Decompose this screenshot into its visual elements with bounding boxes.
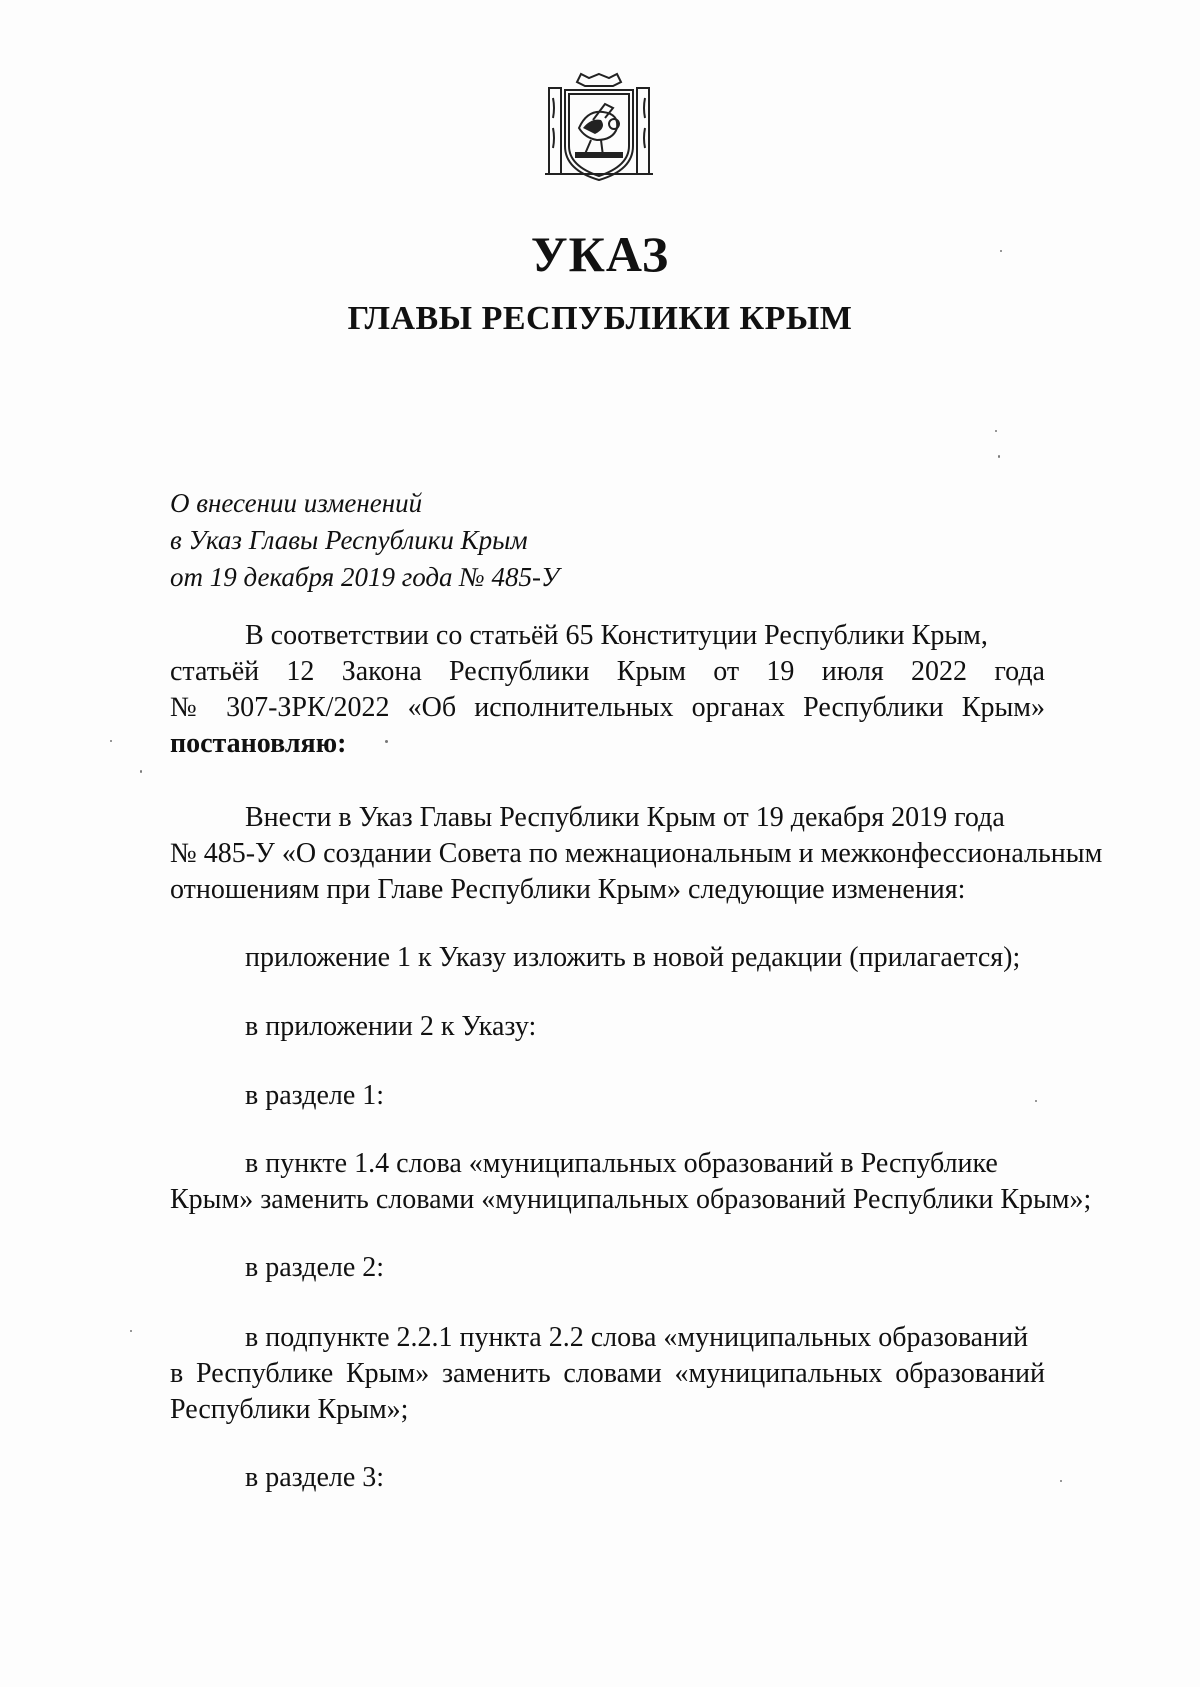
subject-line: в Указ Главы Республики Крым — [170, 525, 528, 555]
preamble-line: В соответствии со статьёй 65 Конституции Республики Крым, — [245, 620, 988, 651]
scan-speck — [130, 1330, 132, 1332]
paragraph-line: Крым» заменить словами «муниципальных образований Республики Крым»; — [170, 1184, 1092, 1215]
paragraph-line: в пункте 1.4 слова «муниципальных образований в Республике — [245, 1148, 998, 1179]
scan-speck — [385, 740, 388, 743]
paragraph: в разделе 3: — [245, 1462, 385, 1493]
scan-speck — [1060, 1480, 1062, 1482]
scan-speck — [1035, 1100, 1037, 1102]
paragraph-line: в Республике Крым» заменить словами «муниципальных образований — [170, 1358, 1045, 1389]
preamble-line: № 307-ЗРК/2022 «Об исполнительных органах Республики Крым» — [170, 692, 1045, 723]
scan-speck — [110, 740, 112, 742]
paragraph-line: № 485-У «О создании Совета по межнациональным и межконфессиональным — [170, 838, 1103, 869]
document-title: УКАЗ — [530, 226, 670, 282]
subject-line: О внесении изменений — [170, 488, 423, 518]
document-subject — [170, 485, 559, 596]
scan-speck — [998, 455, 1000, 458]
subject-line: от 19 декабря 2019 года № 485-У — [170, 562, 560, 592]
coat-of-arms-icon — [535, 68, 663, 184]
decree-verb: постановляю: — [170, 728, 347, 759]
paragraph-line: отношениям при Главе Республики Крым» следующие изменения: — [170, 874, 966, 905]
paragraph-line: Внести в Указ Главы Республики Крым от 19 декабря 2019 года — [245, 802, 1005, 833]
paragraph: в разделе 2: — [245, 1252, 385, 1283]
paragraph-line: в подпункте 2.2.1 пункта 2.2 слова «муниципальных образований — [245, 1322, 1029, 1353]
paragraph: приложение 1 к Указу изложить в новой редакции (прилагается); — [245, 942, 1021, 973]
scan-speck — [1000, 250, 1002, 252]
document-subtitle: ГЛАВЫ РЕСПУБЛИКИ КРЫМ — [347, 300, 853, 337]
paragraph: в приложении 2 к Указу: — [245, 1011, 537, 1042]
scan-speck — [140, 770, 142, 773]
paragraph: в разделе 1: — [245, 1080, 385, 1111]
preamble-line: статьёй 12 Закона Республики Крым от 19 июля 2022 года — [170, 656, 1045, 687]
scan-speck — [995, 430, 997, 432]
paragraph-line: Республики Крым»; — [170, 1394, 409, 1425]
